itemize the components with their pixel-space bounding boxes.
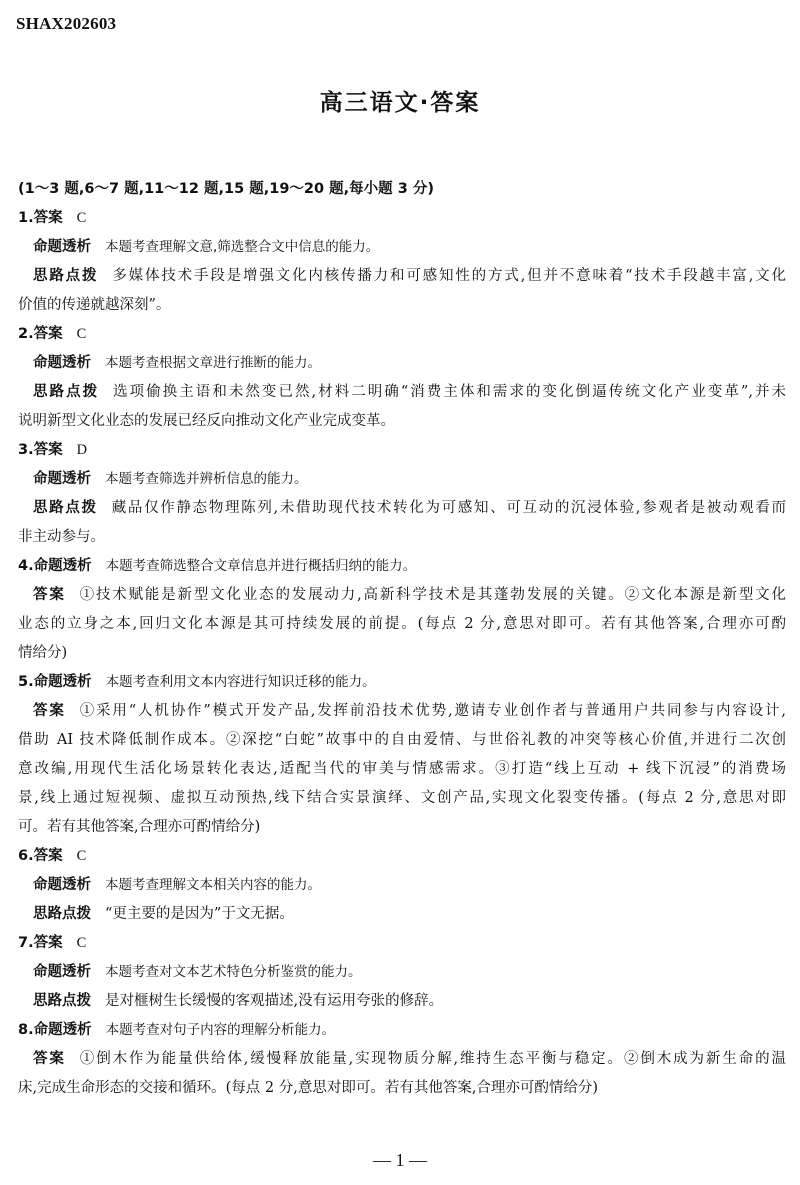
analysis-label: 命题透析	[33, 964, 91, 980]
question-6-analysis	[18, 871, 786, 900]
analysis-label: 命题透析	[33, 674, 92, 690]
page-number: — 1 —	[373, 1150, 427, 1170]
question-3-tips-cont: 非主动参与。	[18, 529, 105, 545]
question-1-tips	[18, 262, 786, 291]
question-5-answer-cont: 意改编,用现代生活化场景转化表达,适配当代的审美与情感需求。③打造“线上互动 + 线下沉浸”的消费场	[18, 761, 786, 777]
question-number: 5.	[18, 674, 34, 690]
question-number: 1.	[18, 210, 34, 226]
question-number: 6.	[18, 848, 34, 864]
question-number: 8.	[18, 1022, 34, 1038]
answer-content	[18, 175, 786, 1103]
question-8-answer-cont: 床,完成生命形态的交接和循环。(每点 2 分,意思对即可。若有其他答案,合理亦可酌情给分)	[18, 1080, 599, 1096]
question-4-answer-cont: 业态的立身之本,回归文化本源是其可持续发展的前提。(每点 2 分,意思对即可。若有其他答案,合理亦可酌	[18, 616, 786, 632]
analysis-text: 本题考查筛选并辨析信息的能力。	[105, 471, 308, 487]
tips-text: 选项偷换主语和未然变已然,材料二明确“消费主体和需求的变化倒逼传统文化产业变革”,并未	[113, 384, 786, 400]
answer-label: 答案	[33, 703, 66, 719]
answer-text: ①倒木作为能量供给体,缓慢释放能量,实现物质分解,维持生态平衡与稳定。②倒木成为新生命的温	[79, 1051, 786, 1067]
question-1-answer	[18, 204, 786, 233]
answer-letter: C	[76, 326, 87, 342]
tips-text: 藏品仅作静态物理陈列,未借助现代技术转化为可感知、可互动的沉浸体验,参观者是被动观看而	[111, 500, 786, 516]
analysis-label: 命题透析	[33, 355, 91, 371]
analysis-label: 命题透析	[33, 877, 91, 893]
tips-text: 是对榧树生长缓慢的客观描述,没有运用夸张的修辞。	[105, 993, 444, 1009]
question-5-analysis	[18, 668, 786, 697]
question-2-tips-cont: 说明新型文化业态的发展已经反向推动文化产业完成变革。	[18, 413, 395, 429]
analysis-text: 本题考查对句子内容的理解分析能力。	[105, 1022, 336, 1038]
tips-label: 思路点拨	[33, 906, 91, 922]
answer-letter: C	[76, 210, 87, 226]
question-1-tips-cont: 价值的传递就越深刻”。	[18, 297, 171, 313]
question-2-answer	[18, 320, 786, 349]
question-7-tips	[18, 987, 786, 1016]
question-number: 4.	[18, 558, 34, 574]
score-note: (1～3 题,6～7 题,11～12 题,15 题,19～20 题,每小题 3 分)	[18, 181, 434, 197]
question-2-analysis	[18, 349, 786, 378]
document-code: SHAX202603	[16, 14, 117, 33]
analysis-text: 本题考查对文本艺术特色分析鉴赏的能力。	[105, 964, 362, 980]
question-4-answer-cont: 情给分)	[18, 645, 68, 661]
tips-label: 思路点拨	[33, 500, 98, 516]
question-5-answer-cont: 景,线上通过短视频、虚拟互动预热,线下结合实景演绎、文创产品,实现文化裂变传播。(每点 2 分,意思对即	[18, 790, 786, 806]
question-3-answer	[18, 436, 786, 465]
answer-text: ①采用“人机协作”模式开发产品,发挥前沿技术优势,邀请专业创作者与普通用户共同参与内容设计,	[79, 703, 786, 719]
analysis-label: 命题透析	[33, 558, 92, 574]
question-2-tips	[18, 378, 786, 407]
tips-label: 思路点拨	[33, 993, 91, 1009]
answer-label: 答案	[33, 1051, 66, 1067]
answer-label: 答案	[33, 210, 63, 226]
answer-label: 答案	[33, 326, 63, 342]
answer-letter: C	[76, 848, 87, 864]
analysis-text: 本题考查理解文意,筛选整合文中信息的能力。	[105, 239, 380, 255]
question-5-answer-cont: 借助 AI 技术降低制作成本。②深挖“白蛇”故事中的自由爱情、与世俗礼教的冲突等核心价值,并进行二次创	[18, 732, 786, 748]
answer-label: 答案	[33, 935, 63, 951]
question-1-analysis	[18, 233, 786, 262]
question-6-answer	[18, 842, 786, 871]
answer-text: ①技术赋能是新型文化业态的发展动力,高新科学技术是其蓬勃发展的关键。②文化本源是新型文化	[79, 587, 786, 603]
answer-letter: D	[76, 442, 88, 458]
tips-text: “更主要的是因为”于文无据。	[105, 906, 294, 922]
question-8-answer	[18, 1045, 786, 1074]
analysis-label: 命题透析	[33, 471, 91, 487]
question-6-tips	[18, 900, 786, 929]
question-4-analysis	[18, 552, 786, 581]
analysis-label: 命题透析	[33, 1022, 92, 1038]
question-4-answer	[18, 581, 786, 610]
tips-text: 多媒体技术手段是增强文化内核传播力和可感知性的方式,但并不意味着“技术手段越丰富,文化	[112, 268, 786, 284]
analysis-text: 本题考查利用文本内容进行知识迁移的能力。	[105, 674, 376, 690]
answer-label: 答案	[33, 587, 66, 603]
question-5-answer	[18, 697, 786, 726]
analysis-text: 本题考查根据文章进行推断的能力。	[105, 355, 321, 371]
question-number: 3.	[18, 442, 34, 458]
question-number: 7.	[18, 935, 34, 951]
question-3-tips	[18, 494, 786, 523]
question-7-analysis	[18, 958, 786, 987]
question-5-answer-cont: 可。若有其他答案,合理亦可酌情给分)	[18, 819, 261, 835]
question-8-analysis	[18, 1016, 786, 1045]
question-7-answer	[18, 929, 786, 958]
answer-label: 答案	[33, 848, 63, 864]
page-title: 高三语文·答案	[319, 90, 481, 116]
analysis-text: 本题考查筛选整合文章信息并进行概括归纳的能力。	[105, 558, 417, 574]
tips-label: 思路点拨	[33, 268, 99, 284]
analysis-label: 命题透析	[33, 239, 91, 255]
tips-label: 思路点拨	[33, 384, 100, 400]
answer-label: 答案	[33, 442, 63, 458]
question-number: 2.	[18, 326, 34, 342]
question-3-analysis	[18, 465, 786, 494]
analysis-text: 本题考查理解文本相关内容的能力。	[105, 877, 321, 893]
answer-letter: C	[76, 935, 87, 951]
